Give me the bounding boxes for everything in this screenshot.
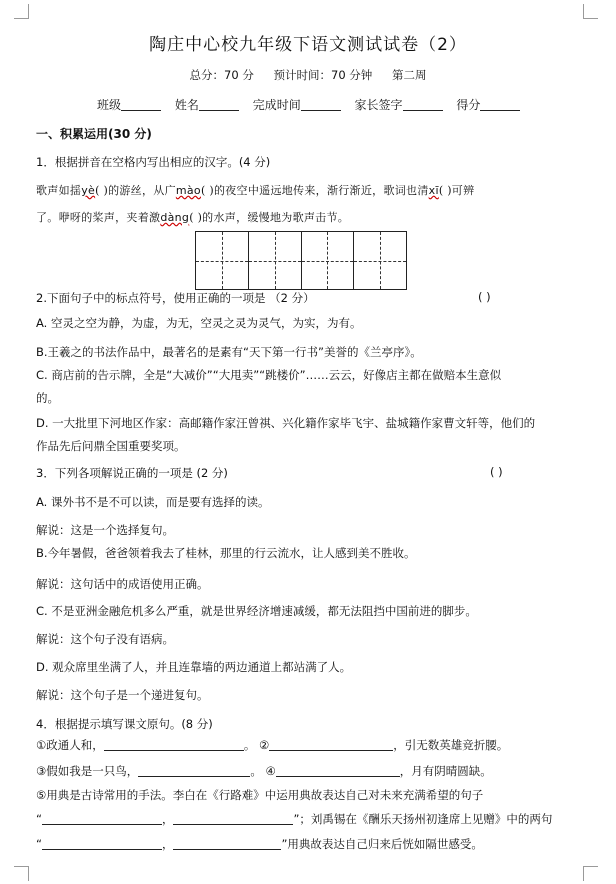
q2-option-d-line2: 作品先后问鼎全国重要奖项。 — [36, 439, 186, 453]
info-label-parent: 家长签字 — [354, 98, 403, 112]
grid-cell[interactable] — [354, 232, 406, 289]
q1-stem: 1．根据拼音在空格内写出相应的汉字。(4 分) — [36, 155, 271, 169]
week-label: 第二周 — [391, 68, 427, 82]
q3-note-b: 解说：这句话中的成语使用正确。 — [36, 577, 209, 591]
info-label-time: 完成时间 — [252, 98, 301, 112]
q1-passage-line1: 歌声如揺yè( )的游丝，从广mào( )的夜空中遥远地传来，渐行渐近，歌词也清xī( )可辨 — [36, 184, 475, 197]
pinyin-mao: mào — [175, 184, 201, 197]
character-writing-grid — [195, 231, 407, 290]
q2-option-b: B.王羲之的书法作品中，最著名的是素有“天下第一行书”美誉的《兰亭序》。 — [36, 345, 422, 359]
answer-blank[interactable] — [269, 738, 393, 751]
pinyin-xi: xī — [428, 184, 439, 197]
answer-blank[interactable] — [42, 837, 162, 850]
q4-line2: ③假如我是一只鸟， 。 ④ ，月有阴晴圆缺。 — [36, 764, 492, 778]
q3-option-a: A. 课外书不是不可以读，而是要有选择的读。 — [36, 495, 270, 509]
finish-time-field[interactable] — [301, 97, 341, 111]
q3-option-d: D. 观众席里坐满了人，并且连靠墙的两边通道上都站满了人。 — [36, 660, 352, 674]
q3-option-b: B.今年暑假，爸爸领着我去了桂林，那里的行云流水，让人感到美不胜收。 — [36, 546, 416, 560]
grid-cell[interactable] — [249, 232, 302, 289]
info-label-score: 得分 — [456, 98, 481, 112]
q2-stem: 2.下面句子中的标点符号，使用正确的一项是 （2 分） — [36, 291, 315, 305]
class-field[interactable] — [121, 97, 161, 111]
q2-option-a: A. 空灵之空为静，为虚，为无，空灵之灵为灵气，为实，为有。 — [36, 316, 362, 330]
total-score: 总分：70 分 — [189, 68, 254, 82]
grid-cell[interactable] — [302, 232, 355, 289]
q4-line4: “ ， ”；刘禹锡在《酬乐天扬州初逢席上见赠》中的两句 — [36, 812, 553, 826]
crop-mark-bottom-left — [14, 866, 29, 881]
grid-cell[interactable] — [196, 232, 249, 289]
info-label-name: 姓名 — [174, 98, 199, 112]
answer-blank[interactable] — [276, 764, 400, 777]
crop-mark-bottom-right — [583, 866, 598, 881]
q4-stem: 4．根据提示填写课文原句。(8 分) — [36, 717, 213, 731]
section-heading: 一、积累运用(30 分) — [36, 127, 152, 141]
score-field[interactable] — [480, 97, 520, 111]
q2-option-d-line1: D. 一大批里下河地区作家：高邮籍作家汪曾祺、兴化籍作家毕飞宇、盐城籍作家曹文轩等，他们的 — [36, 416, 536, 430]
exam-meta — [0, 67, 616, 83]
q3-note-d: 解说：这个句子是一个递进复句。 — [36, 688, 209, 702]
student-info — [97, 96, 530, 113]
estimated-time: 预计时间：70 分钟 — [273, 68, 373, 82]
answer-blank[interactable] — [104, 738, 244, 751]
q2-answer-paren[interactable]: ( ) — [478, 290, 491, 304]
q3-answer-paren[interactable]: ( ) — [490, 465, 503, 479]
crop-mark-top-right — [583, 4, 598, 19]
answer-blank[interactable] — [173, 812, 293, 825]
answer-blank[interactable] — [42, 812, 162, 825]
q1-passage-line2: 了。咿呀的桨声，夹着激dàng( )的水声，缓慢地为歌声击节。 — [36, 211, 350, 224]
q2-option-c-line1: C. 商店前的告示牌，全是“大减价”“大甩卖”“跳楼价”……云云，好像店主都在做赔本生意似 — [36, 368, 502, 382]
q3-note-a: 解说：这是一个选择复句。 — [36, 523, 174, 537]
q4-line5: “ ， ”用典故表达自己归来后恍如隔世感受。 — [36, 837, 483, 851]
answer-blank[interactable] — [173, 837, 281, 850]
pinyin-ye: yè — [81, 184, 96, 197]
q3-note-c: 解说：这个句子没有语病。 — [36, 632, 174, 646]
pinyin-dang: dàng — [160, 211, 190, 224]
q3-option-c: C. 不是亚洲金融危机多么严重，就是世界经济增速减缓，都无法阻挡中国前进的脚步。 — [36, 604, 477, 618]
q3-stem: 3．下列各项解说正确的一项是 (2 分) — [36, 466, 228, 480]
name-field[interactable] — [199, 97, 239, 111]
q2-option-c-line2: 的。 — [36, 391, 59, 405]
crop-mark-top-left — [14, 4, 29, 19]
answer-blank[interactable] — [138, 764, 250, 777]
page-title: 陶庄中心校九年级下语文测试试卷（2） — [149, 35, 467, 55]
parent-signature-field[interactable] — [403, 97, 443, 111]
q4-line1: ①政通人和， 。 ② ，引无数英雄竞折腰。 — [36, 738, 509, 752]
q4-line3: ⑤用典是古诗常用的手法。李白在《行路难》中运用典故表达自己对未来充满希望的句子 — [36, 788, 484, 802]
info-label-class: 班级 — [97, 98, 122, 112]
